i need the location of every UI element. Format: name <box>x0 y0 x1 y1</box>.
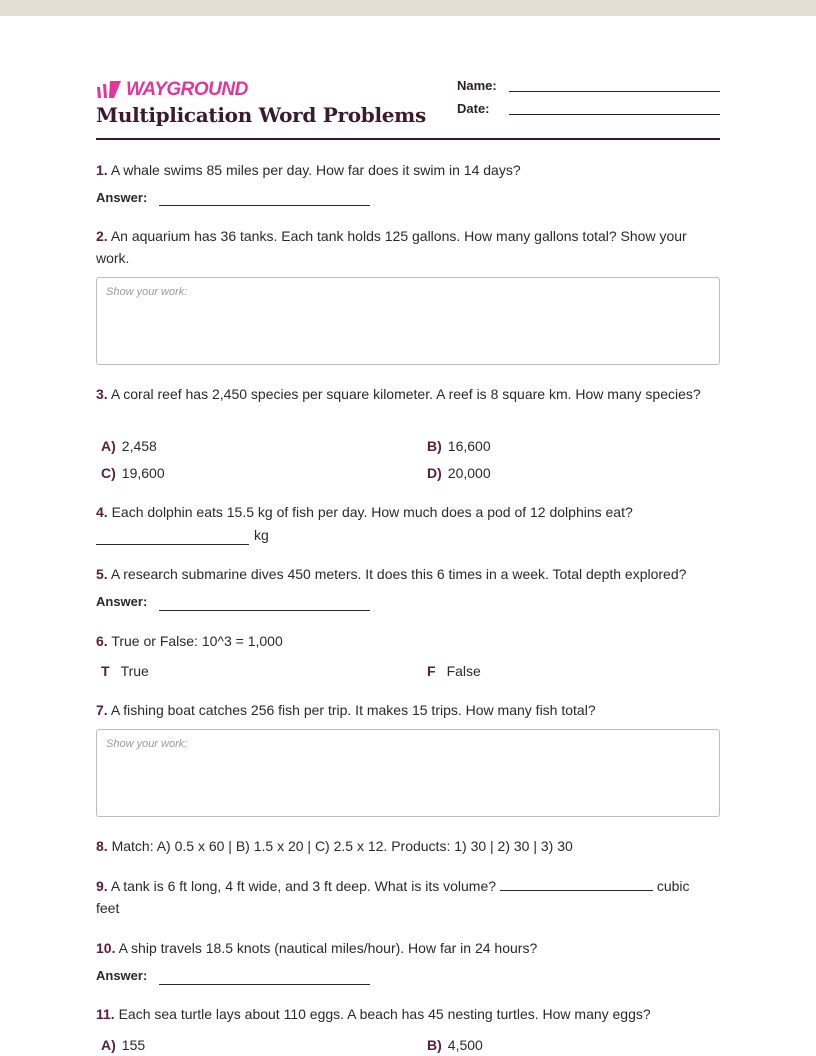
brand-name: WAYGROUND <box>126 79 248 100</box>
option-3d[interactable]: D) 20,000 <box>427 465 491 481</box>
answer-field-1[interactable] <box>159 205 370 206</box>
question-10: 10. A ship travels 18.5 knots (nautical miles/hour). How far in 24 hours? <box>96 940 538 956</box>
work-placeholder: Show your work: <box>106 738 188 750</box>
answer-label-5: Answer: <box>96 594 148 609</box>
wayground-logo-icon <box>96 81 122 99</box>
answer-label-10: Answer: <box>96 968 148 983</box>
work-box-7[interactable] <box>96 729 720 817</box>
option-6-true[interactable]: T True <box>101 663 149 679</box>
question-6: 6. True or False: 10^3 = 1,000 <box>96 633 283 649</box>
question-3: 3. A coral reef has 2,450 species per square kilometer. A reef is 8 square km. How many species? <box>96 386 701 402</box>
answer-label-1: Answer: <box>96 190 148 205</box>
date-label: Date: <box>457 101 490 116</box>
option-11a[interactable]: A) 155 <box>101 1037 146 1053</box>
question-7: 7. A fishing boat catches 256 fish per trip. It makes 15 trips. How many fish total? <box>96 702 596 718</box>
answer-field-4[interactable] <box>96 544 249 545</box>
option-11b[interactable]: B) 4,500 <box>427 1037 483 1053</box>
question-5: 5. A research submarine dives 450 meters. It does this 6 times in a week. Total depth explored? <box>96 566 687 582</box>
work-placeholder: Show your work: <box>106 286 188 298</box>
brand-logo <box>96 79 248 101</box>
question-1: 1. A whale swims 85 miles per day. How far does it swim in 14 days? <box>96 162 521 178</box>
question-4: 4. Each dolphin eats 15.5 kg of fish per day. How much does a pod of 12 dolphins eat? <box>96 504 633 520</box>
unit-label-9: cubic feet <box>96 878 690 916</box>
work-box-2[interactable] <box>96 277 720 365</box>
question-9: 9. A tank is 6 ft long, 4 ft wide, and 3 ft deep. What is its volume? cubic feet <box>96 878 690 916</box>
option-6-false[interactable]: F False <box>427 663 481 679</box>
question-8: 8. Match: A) 0.5 x 60 | B) 1.5 x 20 | C) 2.5 x 12. Products: 1) 30 | 2) 30 | 3) 30 <box>96 838 573 854</box>
name-field[interactable] <box>509 91 720 92</box>
name-label: Name: <box>457 78 497 93</box>
option-3b[interactable]: B) 16,600 <box>427 438 491 454</box>
page-title: Multiplication Word Problems <box>96 103 427 127</box>
answer-field-9[interactable] <box>500 876 653 891</box>
top-band <box>0 0 816 16</box>
question-11: 11. Each sea turtle lays about 110 eggs. A beach has 45 nesting turtles. How many eggs? <box>96 1006 651 1022</box>
option-3a[interactable]: A) 2,458 <box>101 438 157 454</box>
header-divider <box>96 138 720 140</box>
date-field[interactable] <box>509 114 720 115</box>
answer-field-5[interactable] <box>159 610 370 611</box>
unit-label-4: kg <box>254 527 269 543</box>
option-3c[interactable]: C) 19,600 <box>101 465 165 481</box>
question-2: 2. An aquarium has 36 tanks. Each tank holds 125 gallons. How many gallons total? Show your work. <box>96 228 687 266</box>
answer-field-10[interactable] <box>159 984 370 985</box>
